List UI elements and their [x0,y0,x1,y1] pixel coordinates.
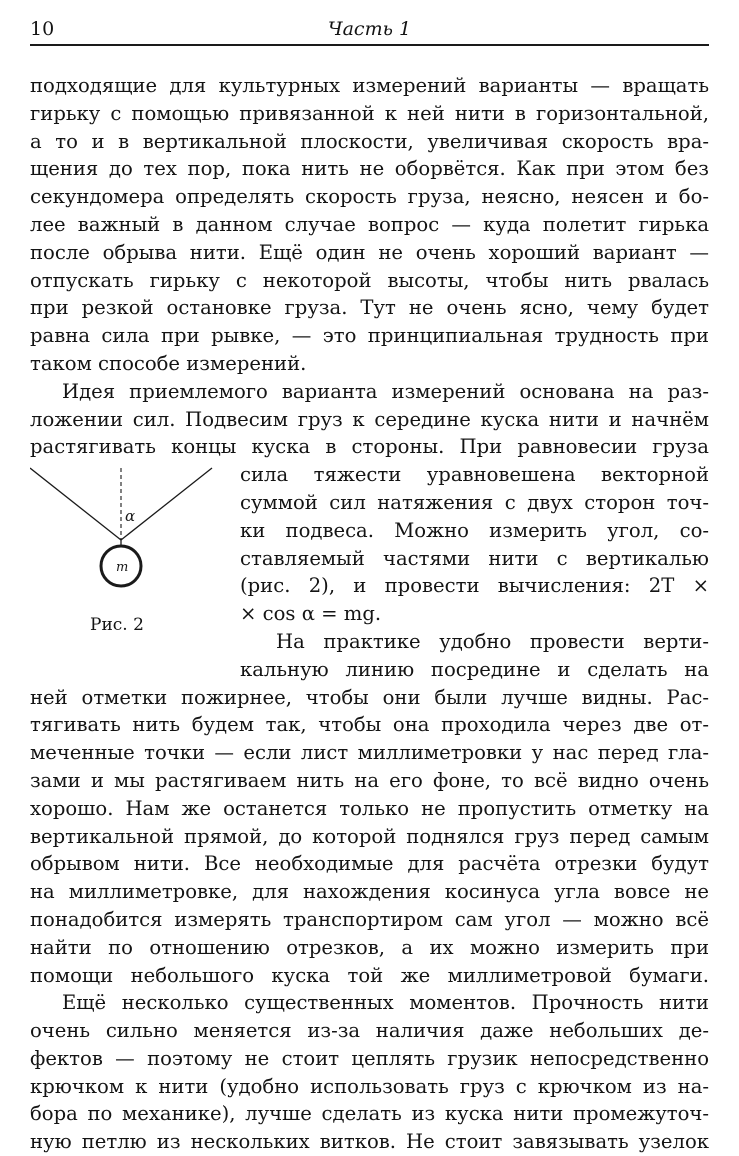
text-line: секундомера определять скорость груза, неясно, неясен и бо- [30,185,709,209]
text-line: фектов — поэтому не стоит цеплять грузик непосредственно [30,1046,709,1070]
paragraph-2-wrapped [240,461,709,683]
thread-left [30,468,121,540]
text-line: тягивать нить будем так, чтобы она проходила через две от- [30,713,709,737]
text-line: зами и мы растягиваем нить на его фоне, то всё видно очень [30,768,709,792]
figure-2 [30,460,230,635]
page-header [30,10,709,46]
text-line: суммой сил натяжения с двух сторон точ- [240,490,709,514]
text-line: помощи небольшого куска той же миллиметровой бумаги. [30,963,709,987]
text-line: Идея приемлемого варианта измерений основана на раз- [62,379,709,403]
paragraph-2 [30,378,709,461]
text-line: сила тяжести уравновешена векторной [240,463,709,487]
alpha-label: α [125,507,136,525]
text-line: Ещё несколько существенных моментов. Прочность нити [62,991,709,1015]
text-line: после обрыва нити. Ещё один не очень хороший вариант — [30,240,709,264]
text-line: На практике удобно провести верти- [276,629,709,653]
text-line: ную петлю из нескольких витков. Не стоит завязывать узелок [30,1130,709,1154]
paragraph-4 [30,989,709,1156]
text-line: ней отметки пожирнее, чтобы они были лучше видны. Рас- [30,685,709,709]
text-line: отпускать гирьку с некоторой высоты, чтобы нить рвалась [30,268,709,292]
paragraph-3 [30,684,709,990]
mass-label: m [116,560,129,575]
text-line: × cos α = mg. [240,602,382,626]
page-body [30,72,709,1156]
text-line: бора по механике), лучше сделать из куска нити промежуточ- [30,1102,709,1126]
text-line: подходящие для культурных измерений варианты — вращать [30,74,709,97]
text-line: а то и в вертикальной плоскости, увеличивая скорость вра- [30,129,709,153]
text-line: ки подвеса. Можно измерить угол, со- [240,518,709,542]
text-line: найти по отношению отрезков, а их можно измерить при [30,935,709,959]
text-line: (рис. 2), и провести вычисления: 2T × [240,574,709,598]
text-line: ставляемый частями нити с вертикалью [240,546,709,570]
text-line: понадобится измерять транспортиром сам угол — можно всё [30,907,709,931]
text-line: хорошо. Нам же останется только не пропустить отметку на [30,796,709,820]
text-line: крючком к нити (удобно использовать груз с крючком из на- [30,1074,709,1098]
text-line: лее важный в данном случае вопрос — куда полетит гирька [30,212,709,236]
thread-right [121,468,212,540]
text-line: таком способе измерений. [30,351,307,375]
page-number: 10 [30,18,55,40]
text-line: при резкой остановке груза. Тут не очень ясно, чему будет [30,296,709,320]
text-line: щения до тех пор, пока нить не оборвётся. Как при этом без [30,157,709,181]
text-line: кальную линию посредине и сделать на [240,657,709,681]
text-line: вертикальной прямой, до которой поднялся груз перед самым [30,824,709,848]
figure-caption: Рис. 2 [90,615,144,635]
text-line: на миллиметровке, для нахождения косинуса угла вовсе не [30,880,709,904]
text-line: равна сила при рывке, — это принципиальная трудность при [30,324,709,348]
running-head: Часть 1 [327,18,412,40]
text-line: очень сильно меняется из-за наличия даже небольших де- [30,1019,709,1043]
text-line: меченные точки — если лист миллиметровки у нас перед гла- [30,741,709,765]
text-line: гирьку с помощью привязанной к ней нити в горизонтальной, [30,101,709,125]
text-line: растягивать концы куска в стороны. При равновесии груза [30,435,709,459]
pendulum-diagram [30,460,230,610]
paragraph-1 [30,72,709,378]
text-line: обрывом нити. Все необходимые для расчёта отрезки будут [30,852,709,876]
text-line: ложении сил. Подвесим груз к середине куска нити и начнём [30,407,709,431]
